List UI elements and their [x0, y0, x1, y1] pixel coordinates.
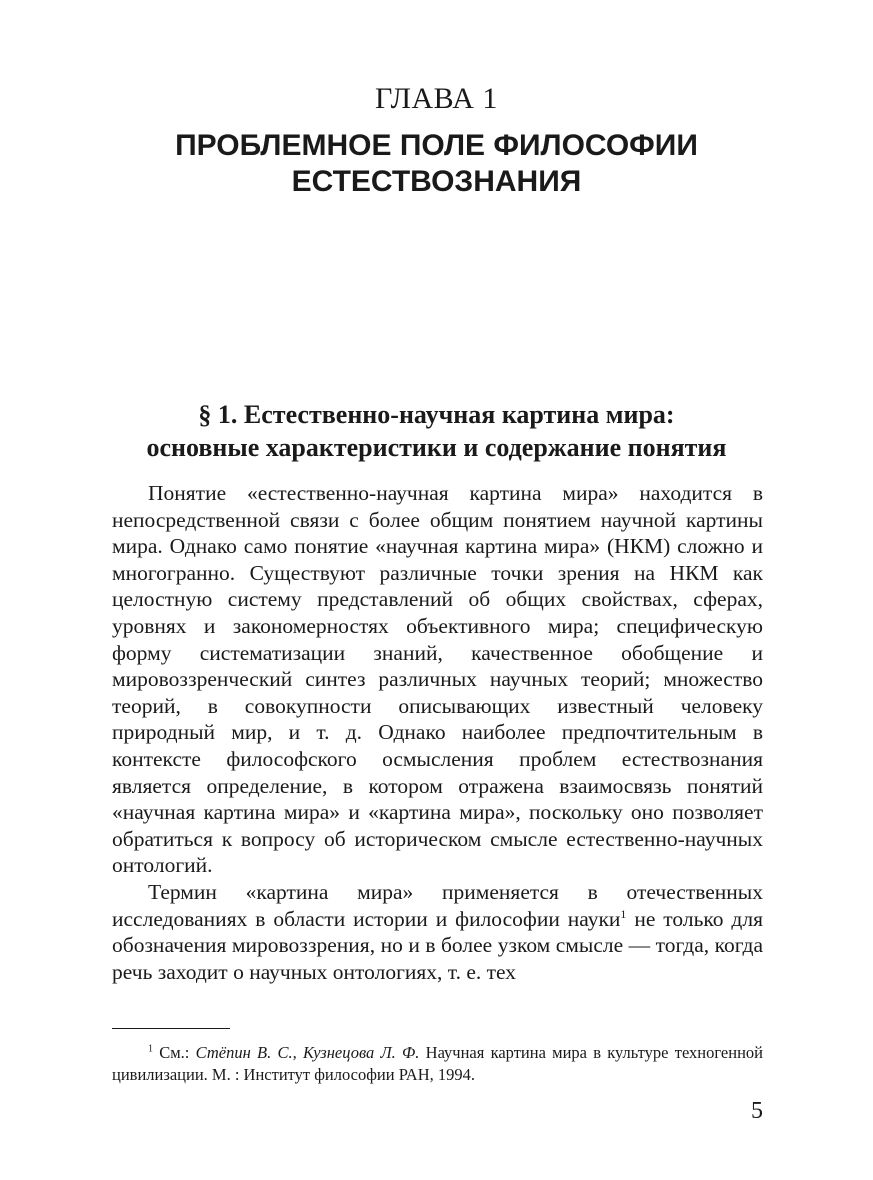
chapter-number: ГЛАВА 1 [375, 82, 498, 115]
paragraph-2-text-b: не только для обозначения мировоззрения, но и в более узком смысле — тогда, когда речь заходит о научных онтологиях, т. е. тех [112, 906, 763, 984]
footnote-marker: 1 [148, 1043, 153, 1055]
paragraph-2-text-a: Термин «картина мира» применяется в отечественных исследованиях в области истории и философии науки [112, 879, 763, 931]
section-title-line-2: основные характеристики и содержание понятия [146, 433, 727, 462]
chapter-title: ПРОБЛЕМНОЕ ПОЛЕ ФИЛОСОФИИ ЕСТЕСТВОЗНАНИЯ [175, 129, 698, 198]
page-number: 5 [751, 1098, 763, 1124]
footnote [112, 1042, 763, 1086]
footnote-text: Научная картина мира в культуре техногенной цивилизации. М. : Институт философии РАН, 1994. [112, 1043, 763, 1084]
paragraph-2 [112, 879, 763, 985]
section-title [90, 398, 783, 464]
footnote-divider [112, 1028, 230, 1029]
paragraph-1: Понятие «естественно-научная картина мира» находится в непосредственной связи с более общим понятием научной картины мира. Однако само понятие «научная картина мира» (НКМ) сложно и многогранно. Существуют различные точки зрения на НКМ как целостную систему представлений об общих свойствах, сферах, уровнях и закономерностях объективного мира; специфическую форму систематизации знаний, качественное обобщение и мировоззренческий синтез различных научных теорий; множество теорий, в совокупности описывающих известный человеку природный мир, и т. д. Однако наиболее предпочтительным в контексте философского осмысления проблем естествознания является определение, в котором отражена взаимосвязь понятий «научная картина мира» и «картина мира», поскольку оно позволяет обратиться к вопросу об историческом смысле естественно-научных онтологий. [112, 481, 763, 878]
footnote-prefix: См.: [153, 1043, 196, 1062]
footnote-authors: Стёпин В. С., Кузнецова Л. Ф. [195, 1043, 420, 1062]
section-title-line-1: § 1. Естественно-научная картина мира: [198, 400, 675, 429]
body-text [112, 480, 763, 985]
footnote-reference: 1 [620, 906, 627, 921]
